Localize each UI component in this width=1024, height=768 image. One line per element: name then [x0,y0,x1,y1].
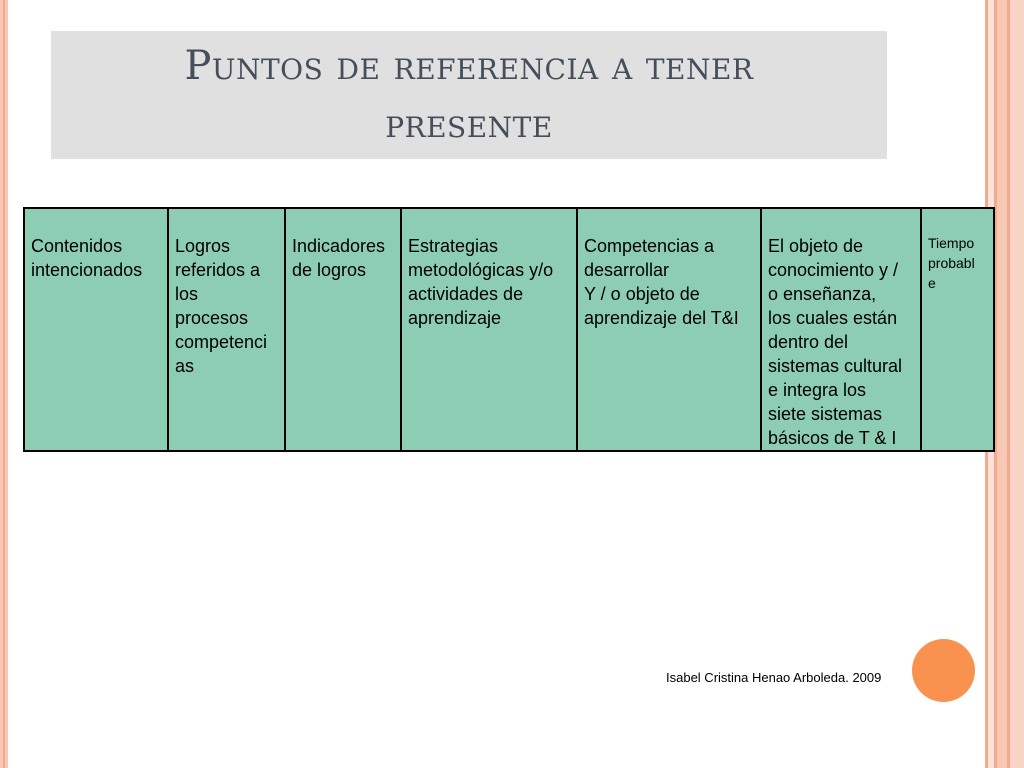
cell-text: Estrategias metodológicas y/o actividades de aprendizaje [408,236,554,328]
title-banner [51,31,887,159]
left-decorative-stripe [0,0,8,768]
slide-title-line-2: presente [385,101,553,147]
table-row [24,208,994,451]
table-cell-estrategias [401,208,577,451]
right-stripe [1010,0,1024,768]
table-cell-logros [168,208,285,451]
cell-text: Contenidos intencionados [31,236,143,280]
cell-text: Competencias a desarrollar Y / o objeto de aprendizaje del T&I [584,236,739,328]
slide-title-line-1: Puntos de referencia a tener [184,43,754,89]
table-cell-objeto-conocimiento [761,208,921,451]
table-cell-competencias [577,208,761,451]
reference-table [23,207,995,452]
table-cell-tiempo [921,208,994,451]
table-cell-indicadores [285,208,401,451]
cell-text: Tiempo probabl e [928,235,975,291]
slide-title [184,37,753,153]
cell-text: El objeto de conocimiento y / o enseñanza, los cuales están dentro del sistemas cultural e integra los siete sistemas básicos de T & I [768,236,903,448]
cell-text: Indicadores de logros [292,236,386,280]
footer-author: Isabel Cristina Henao Arboleda. 2009 [666,670,882,685]
reference-table-container [23,207,995,452]
table-cell-contenidos [24,208,168,451]
cell-text: Logros referidos a los procesos competenci as [175,236,268,376]
right-stripe [997,0,1007,768]
left-decorative-stripe-line [3,0,5,768]
decorative-circle [912,639,975,702]
